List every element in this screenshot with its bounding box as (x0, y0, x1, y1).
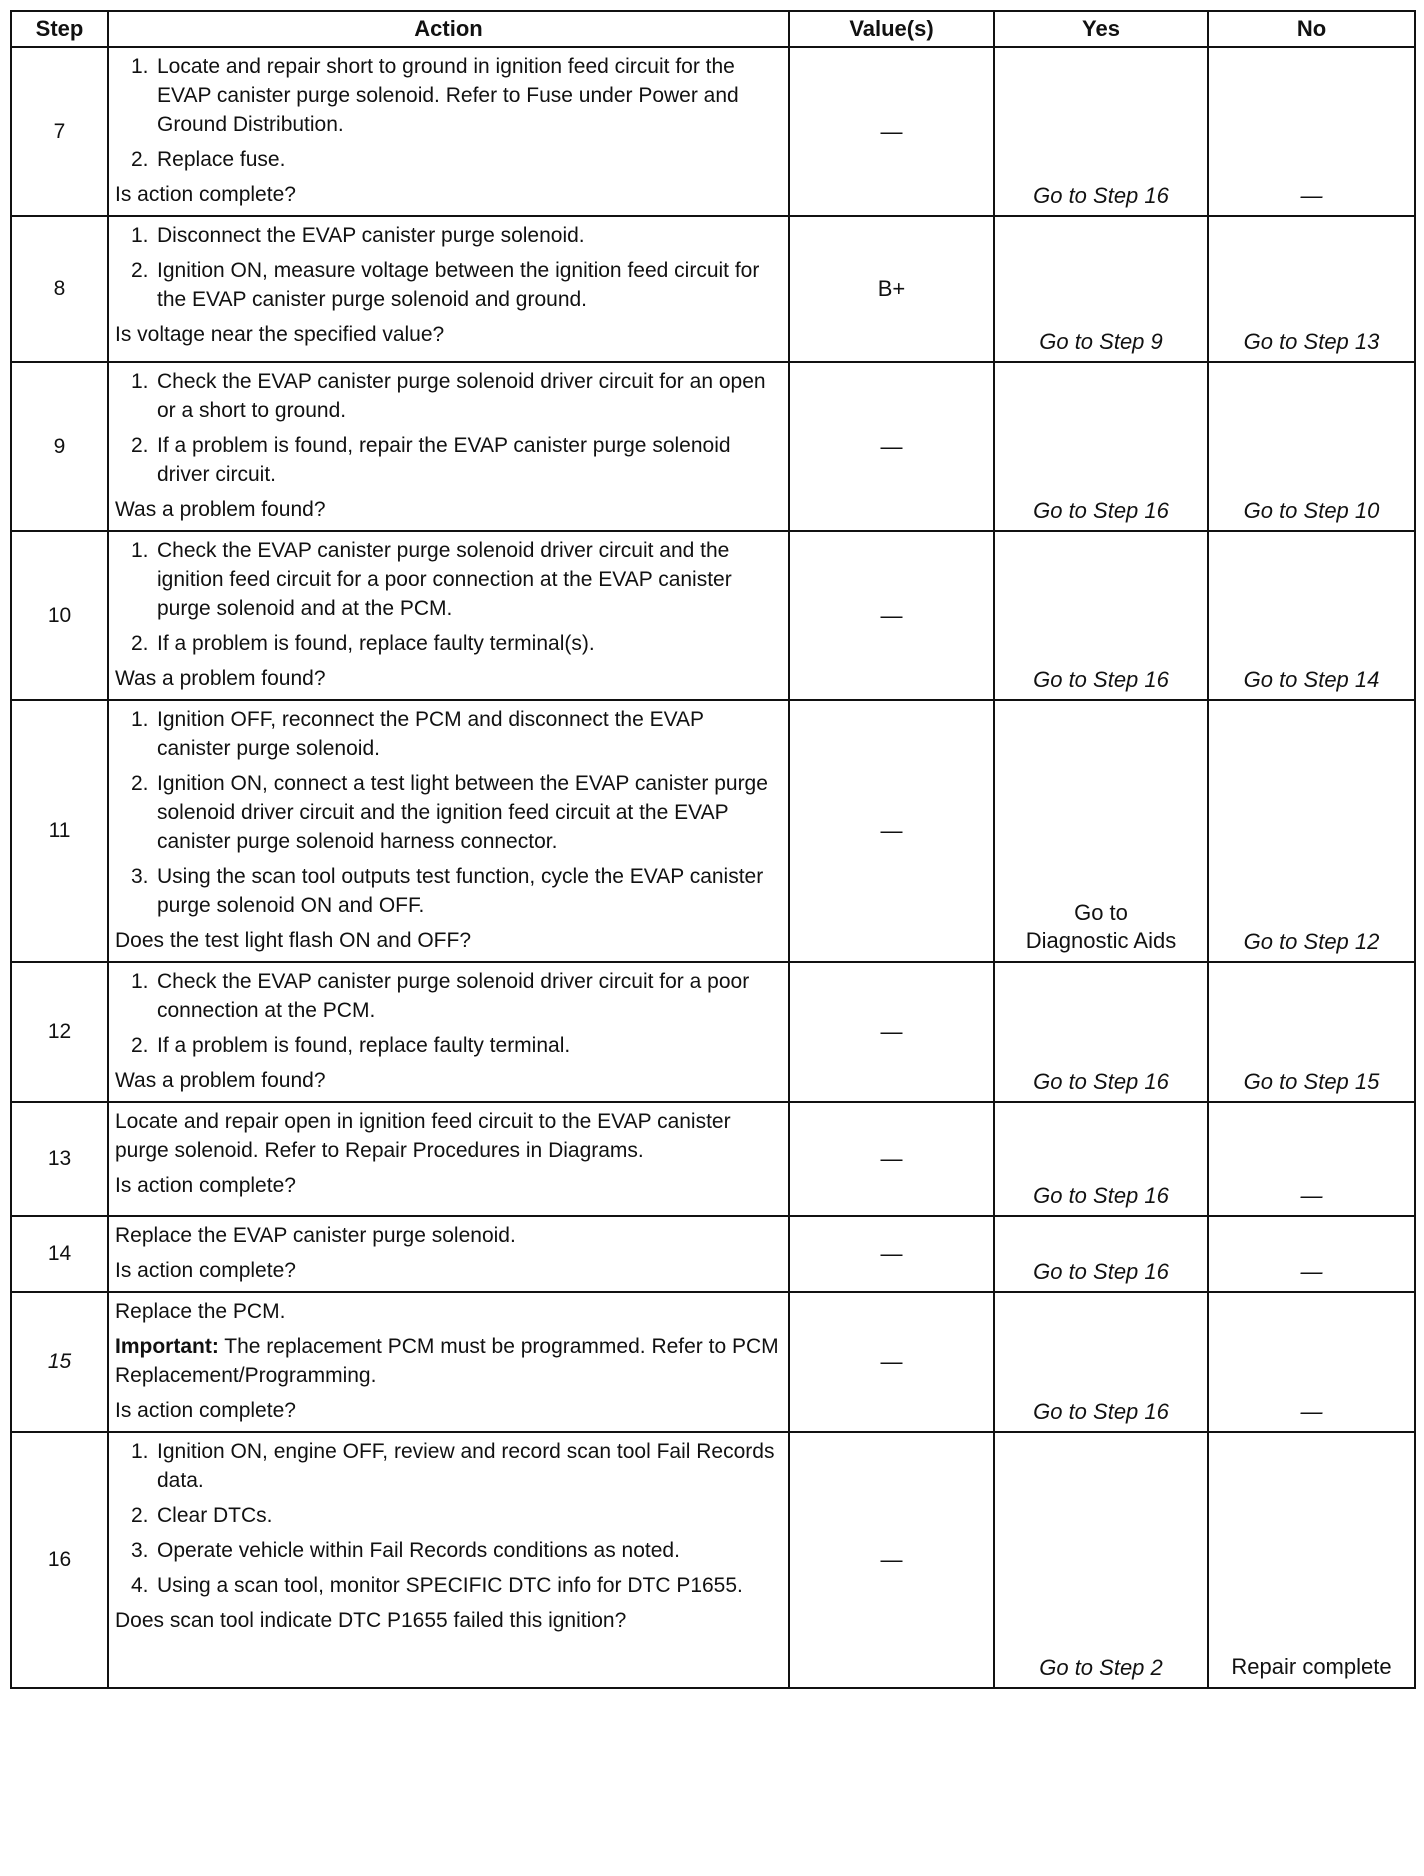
yes-cell: Go to Diagnostic Aids (994, 700, 1208, 962)
table-row (11, 531, 1415, 700)
action-question: Is action complete? (115, 183, 296, 206)
action-step-item (115, 431, 782, 489)
yes-cell: Go to Step 16 (994, 962, 1208, 1102)
header-no: No (1208, 11, 1415, 47)
action-cell (108, 962, 789, 1102)
no-cell: Go to Step 12 (1208, 700, 1415, 962)
diagnostic-table-container (10, 10, 1414, 1689)
value-cell: — (789, 47, 994, 216)
step-number: 10 (11, 531, 108, 700)
no-cell: — (1208, 1216, 1415, 1292)
action-question: Is action complete? (115, 1259, 296, 1282)
action-paragraph: Replace the PCM. (115, 1300, 286, 1323)
item-number: 1. (131, 708, 149, 731)
step-number: 8 (11, 216, 108, 362)
item-text: Ignition ON, measure voltage between the ignition feed circuit for the EVAP canister purge solenoid and ground. (157, 259, 760, 311)
action-question: Was a problem found? (115, 667, 326, 690)
step-number: 14 (11, 1216, 108, 1292)
yes-cell: Go to Step 16 (994, 1102, 1208, 1216)
table-row (11, 47, 1415, 216)
item-number: 1. (131, 370, 149, 393)
header-row (11, 11, 1415, 47)
header-action: Action (108, 11, 789, 47)
header-yes: Yes (994, 11, 1208, 47)
item-text: If a problem is found, replace faulty terminal. (157, 1034, 571, 1057)
action-question: Is action complete? (115, 1399, 296, 1422)
action-cell (108, 531, 789, 700)
table-row (11, 1292, 1415, 1432)
yes-cell: Go to Step 16 (994, 1292, 1208, 1432)
action-cell (108, 216, 789, 362)
item-number: 1. (131, 55, 149, 78)
item-text: Using the scan tool outputs test function, cycle the EVAP canister purge solenoid ON and OFF. (157, 865, 764, 917)
table-body (11, 47, 1415, 1688)
table-row (11, 1432, 1415, 1688)
action-step-item (115, 705, 782, 763)
action-question: Is action complete? (115, 1174, 296, 1197)
item-text: Operate vehicle within Fail Records conditions as noted. (157, 1539, 680, 1562)
table-row (11, 362, 1415, 531)
yes-cell: Go to Step 2 (994, 1432, 1208, 1688)
item-number: 1. (131, 1440, 149, 1463)
table-row (11, 1102, 1415, 1216)
item-text: Check the EVAP canister purge solenoid driver circuit for a poor connection at the PCM. (157, 970, 750, 1022)
item-number: 2. (131, 148, 149, 171)
important-label: Important: (115, 1335, 219, 1358)
item-number: 3. (131, 865, 149, 888)
value-cell: — (789, 362, 994, 531)
action-cell (108, 1102, 789, 1216)
action-step-item (115, 1536, 782, 1565)
step-number: 13 (11, 1102, 108, 1216)
step-number: 15 (11, 1292, 108, 1432)
header-step: Step (11, 11, 108, 47)
no-cell: Go to Step 10 (1208, 362, 1415, 531)
item-text: Replace fuse. (157, 148, 286, 171)
step-number: 7 (11, 47, 108, 216)
table-row (11, 962, 1415, 1102)
step-number: 16 (11, 1432, 108, 1688)
action-question: Is voltage near the specified value? (115, 323, 445, 346)
item-number: 1. (131, 970, 149, 993)
action-paragraph: Replace the EVAP canister purge solenoid. (115, 1224, 516, 1247)
value-cell: — (789, 700, 994, 962)
action-step-item (115, 629, 782, 658)
action-step-item (115, 536, 782, 623)
important-text: The replacement PCM must be programmed. Refer to PCM Replacement/Programming. (115, 1335, 779, 1387)
action-step-item (115, 52, 782, 139)
yes-cell: Go to Step 16 (994, 362, 1208, 531)
action-step-item (115, 221, 782, 250)
step-number: 12 (11, 962, 108, 1102)
item-number: 4. (131, 1574, 149, 1597)
action-step-item (115, 1571, 782, 1600)
table-row (11, 1216, 1415, 1292)
item-text: Ignition ON, engine OFF, review and record scan tool Fail Records data. (157, 1440, 775, 1492)
value-cell: — (789, 1102, 994, 1216)
action-question: Does scan tool indicate DTC P1655 failed this ignition? (115, 1609, 627, 1632)
action-question: Was a problem found? (115, 1069, 326, 1092)
item-number: 2. (131, 259, 149, 282)
item-number: 2. (131, 1504, 149, 1527)
item-text: Check the EVAP canister purge solenoid driver circuit for an open or a short to ground. (157, 370, 766, 422)
action-question: Does the test light flash ON and OFF? (115, 929, 471, 952)
step-number: 11 (11, 700, 108, 962)
item-number: 1. (131, 539, 149, 562)
no-cell: — (1208, 47, 1415, 216)
item-text: Using a scan tool, monitor SPECIFIC DTC info for DTC P1655. (157, 1574, 743, 1597)
action-step-item (115, 1501, 782, 1530)
action-step-item (115, 145, 782, 174)
action-step-item (115, 367, 782, 425)
item-text: Disconnect the EVAP canister purge solenoid. (157, 224, 585, 247)
item-number: 2. (131, 434, 149, 457)
item-text: Ignition OFF, reconnect the PCM and disconnect the EVAP canister purge solenoid. (157, 708, 704, 760)
item-number: 2. (131, 1034, 149, 1057)
yes-cell: Go to Step 16 (994, 1216, 1208, 1292)
action-step-item (115, 1031, 782, 1060)
no-cell: Repair complete (1208, 1432, 1415, 1688)
value-cell: — (789, 531, 994, 700)
item-text: Check the EVAP canister purge solenoid driver circuit and the ignition feed circuit for a poor connection at the EVAP canister purge solenoid and at the PCM. (157, 539, 732, 620)
item-number: 3. (131, 1539, 149, 1562)
action-cell (108, 47, 789, 216)
no-cell: Go to Step 14 (1208, 531, 1415, 700)
action-cell (108, 700, 789, 962)
no-cell: — (1208, 1292, 1415, 1432)
action-step-item (115, 769, 782, 856)
action-cell (108, 1292, 789, 1432)
item-text: If a problem is found, replace faulty terminal(s). (157, 632, 595, 655)
value-cell: — (789, 1432, 994, 1688)
item-number: 2. (131, 772, 149, 795)
action-question: Was a problem found? (115, 498, 326, 521)
no-cell: Go to Step 15 (1208, 962, 1415, 1102)
action-step-item (115, 862, 782, 920)
no-cell: — (1208, 1102, 1415, 1216)
table-row (11, 700, 1415, 962)
item-text: Locate and repair short to ground in ignition feed circuit for the EVAP canister purge solenoid. Refer to Fuse under Power and Ground Distribution. (157, 55, 739, 136)
action-step-item (115, 967, 782, 1025)
table-row (11, 216, 1415, 362)
yes-cell: Go to Step 16 (994, 47, 1208, 216)
yes-cell: Go to Step 16 (994, 531, 1208, 700)
value-cell: — (789, 962, 994, 1102)
item-number: 2. (131, 632, 149, 655)
step-number: 9 (11, 362, 108, 531)
value-cell: — (789, 1216, 994, 1292)
yes-cell: Go to Step 9 (994, 216, 1208, 362)
item-text: Ignition ON, connect a test light between the EVAP canister purge solenoid driver circuit and the ignition feed circuit at the EVAP canister purge solenoid harness connector. (157, 772, 768, 853)
header-values: Value(s) (789, 11, 994, 47)
important-note (115, 1332, 782, 1390)
value-cell: B+ (789, 216, 994, 362)
action-step-item (115, 256, 782, 314)
item-text: If a problem is found, repair the EVAP canister purge solenoid driver circuit. (157, 434, 731, 486)
action-cell (108, 1432, 789, 1688)
action-cell (108, 1216, 789, 1292)
action-step-item (115, 1437, 782, 1495)
no-cell: Go to Step 13 (1208, 216, 1415, 362)
item-number: 1. (131, 224, 149, 247)
item-text: Clear DTCs. (157, 1504, 273, 1527)
action-paragraph: Locate and repair open in ignition feed circuit to the EVAP canister purge solenoid. Refer to Repair Procedures in Diagrams. (115, 1110, 731, 1162)
action-cell (108, 362, 789, 531)
diagnostic-table (10, 10, 1416, 1689)
value-cell: — (789, 1292, 994, 1432)
